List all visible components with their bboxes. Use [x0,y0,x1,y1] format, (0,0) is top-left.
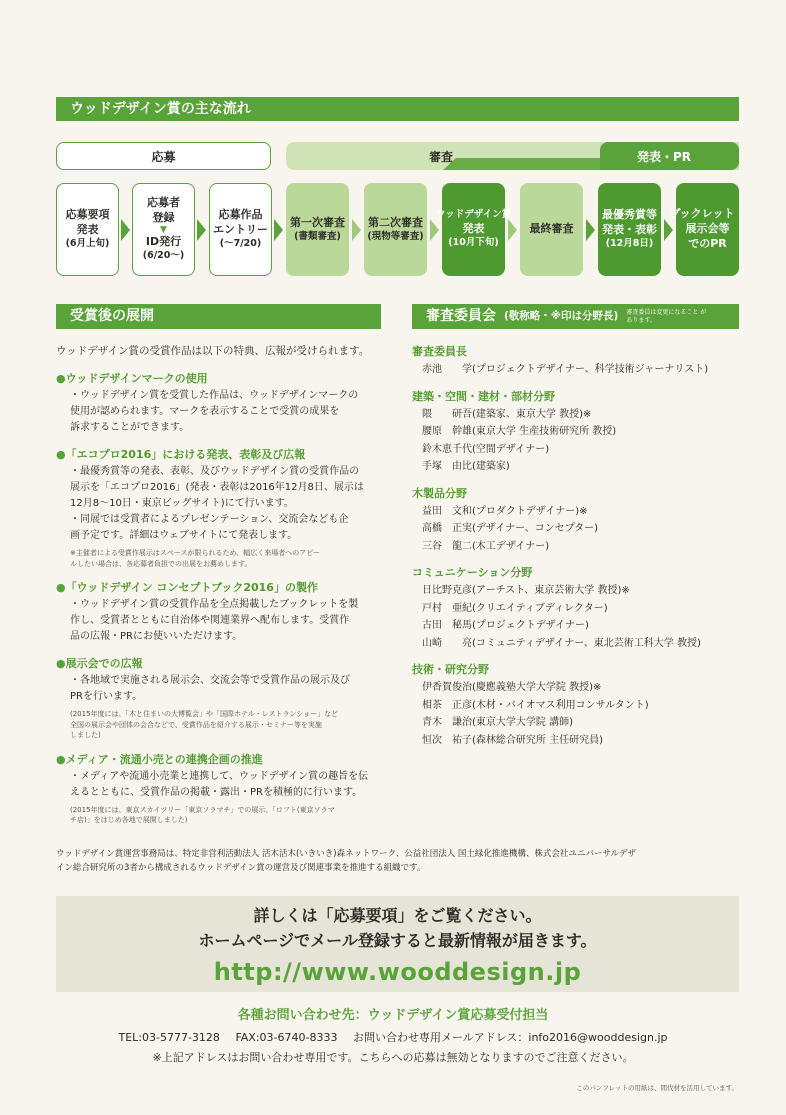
step-date: (〜7/20) [219,237,262,249]
committee-member: 青木 謙治(東京大学大学院 講師) [422,717,573,728]
flow-step-award-announce [435,183,512,276]
phase-apply-label: 応募 [56,142,271,170]
intro-text: ウッドデザイン賞の受賞作品は以下の特典、広報が受けられます。 [56,345,370,357]
benefit-item [56,751,386,826]
benefit-item [56,446,386,569]
committee-member: 腰原 幹雄(東京大学 生産技術研究所 教授) [422,426,617,437]
step-line: ウッドデザイン賞 [435,209,512,221]
benefit-title: ●「エコプロ2016」における発表、表彰及び広報 [56,448,306,461]
benefit-body: ・メディアや流通小売業と連携して、ウッドデザイン賞の趣旨を伝 えるとともに、受賞作品の掲載・露出・PRを積極的に行います。 [70,770,369,798]
flow-step-final-review [520,183,583,276]
step-line: 応募者 [147,196,180,210]
flow-arrow [586,219,595,241]
benefit-body: ・最優秀賞等の発表、表彰、及びウッドデザイン賞の受賞作品の 展示を「エコプロ2016」(発表・表彰は2016年12月8日、展示は 12月8〜10日・東京ビッグサイト)にて行います。 ・同展では受賞者によるプレゼンテーション、交流会なども企 画予定です。詳細はウェブサイトにて発表します。 [70,466,364,541]
contact-heading: 各種お問い合わせ先：ウッドデザイン賞応募受付担当 [237,1008,549,1023]
benefit-item [56,655,386,741]
category-title: コミュニケーション分野 [412,566,533,579]
step-date: (現物等審査) [367,230,424,242]
benefit-title: ●「ウッドデザイン コンセプトブック2016」の製作 [56,581,318,594]
flow-step-guidelines [56,183,119,276]
benefit-body: ・各地域で実施される展示会、交流会等で受賞作品の展示及び PRを行います。 [70,675,350,702]
flow-arrow [352,219,361,241]
flow-step-first-review [286,183,349,276]
step-line: 発表 [76,223,99,237]
step-line: 発表 [462,222,485,236]
contact-fax: FAX:03-6740-8333 [235,1031,338,1044]
cta-line: ホームページでメール登録すると最新情報が届きます。 [198,930,597,950]
flow-arrow [508,219,517,241]
committee-member: 三谷 龍二(木工デザイナー) [422,540,550,552]
committee-title: 審査委員会 [426,308,496,324]
committee-member: 日比野克彦(アーチスト、東京芸術大学 教授)※ [422,585,630,596]
flow-step-top-award [598,183,661,276]
committee-member: 高橋 正実(デザイナー、コンセプター) [422,523,599,534]
committee-category [412,388,742,476]
committee-member: 鈴木恵千代(空間デザイナー) [422,443,550,455]
step-date: (6月上旬) [65,237,110,249]
committee-category [412,485,742,556]
after-award-content [56,343,386,836]
step-line: ブックレット・ [669,207,746,221]
step-line: 発表・表彰 [602,223,657,237]
step-date: (12月8日) [605,237,654,249]
phase-review-label: 審査 [286,142,596,170]
step-line: でのPR [688,236,727,250]
committee-category [412,661,742,749]
step-line: 最終審査 [529,222,574,236]
flow-step-second-review [364,183,427,276]
committee-member: 隈 研吾(建築家、東京大学 教授)※ [422,408,592,420]
committee-member: 益田 文和(プロダクトデザイナー)※ [422,505,588,517]
benefit-title: ●展示会での広報 [56,657,143,670]
step-line: エントリー [213,223,268,237]
step-date: (書類審査) [294,230,341,242]
flow-step-booklet-pr [669,183,746,276]
bullet-dot-icon: ● [56,752,66,766]
committee-member: 相茶 正彦(木材・バイオマス利用コンサルタント) [422,699,649,711]
contact-tel: TEL:03-5777-3128 [118,1031,220,1044]
bullet-dot-icon: ● [56,581,66,594]
step-date: (10月下旬) [448,236,499,248]
phase-review-tab [443,158,603,170]
benefit-item [56,579,386,645]
committee-member: 戸村 亜紀(クリエイティブディレクター) [422,602,608,614]
committee-member: 恒次 祐子(森林総合研究所 主任研究員) [422,734,603,746]
bullet-dot-icon: ● [56,657,66,670]
flow-section-header: ウッドデザイン賞の主な流れ [56,97,739,121]
benefit-body: ・ウッドデザイン賞を受賞した作品は、ウッドデザインマークの 使用が認められます。マークを表示することで受賞の成果を 訴求することができます。 [70,390,359,433]
flow-arrow [121,219,130,241]
step-line: 最優秀賞等 [602,208,657,222]
step-line: 第一次審査 [290,215,345,229]
triangle-down-icon: ▼ [160,225,167,236]
category-title: 審査委員長 [412,345,467,358]
category-title: 技術・研究分野 [412,663,489,676]
after-award-header: 受賞後の展開 [56,304,381,329]
step-date: (6/20〜) [142,249,185,261]
committee-member: 伊香賀俊治(慶應義塾大学大学院 教授)※ [422,682,602,693]
phase-pr-label: 発表・PR [600,142,739,170]
step-line: 登録 [152,211,175,225]
benefit-title: ●メディア・流通小売との連携企画の推進 [56,752,263,766]
category-title: 建築・空間・建材・部材分野 [412,389,555,403]
benefit-body: ・ウッドデザイン賞の受賞作品を全点掲載したブックレットを製 作し、受賞者とともに自治体や関連業界へ配布します。受賞作 品の広報・PRにお使いいただけます。 [70,599,359,642]
step-line: 第二次審査 [368,215,423,229]
flow-step-entry [209,183,272,276]
category-title: 木製品分野 [412,486,467,500]
step-line: ID発行 [145,235,182,249]
benefit-title: ●ウッドデザインマークの使用 [56,372,208,385]
secretariat-text: ウッドデザイン賞運営事務局は、特定非営利活動法人 活木活木(いきいき)森ネットワーク、公益社団法人 国土緑化推進機構、株式会社ユニバーサルデザ イン総合研究所の3者から構成されるウッドデザイン賞の運営及び関連事業を推進する組織です。 [56,849,637,873]
website-link[interactable]: http://www.wooddesign.jp [213,957,582,986]
committee-content [412,343,742,758]
committee-member: 手塚 由比(建築家) [422,461,510,472]
paper-note: このパンフレットの用紙は、間伐材を活用しています。 [576,1084,738,1092]
contact-details [0,1029,786,1045]
flow-arrow [197,219,206,241]
bullet-dot-icon: ● [56,448,66,461]
committee-category [412,564,742,652]
benefit-note: (2015年度には、「木と住まいの大博覧会」や「国際ホテル・レストランショー」など 全国の展示会や団体の会合などで、受賞作品を紹介する展示・セミナー等を実施 しました) [70,710,339,739]
flow-arrow [430,219,439,241]
committee-member: 山崎 亮(コミュニティデザイナー、東北芸術工科大学 教授) [422,637,701,649]
committee-header [412,304,739,329]
flow-step-registration [132,183,195,276]
contact-note: ※上記アドレスはお問い合わせ専用です。こちらへの応募は無効となりますのでご注意ください。 [152,1051,634,1064]
committee-member: 赤池 学(プロジェクトデザイナー、科学技術ジャーナリスト) [422,364,709,375]
contact-email[interactable]: お問い合わせ専用メールアドレス：info2016@wooddesign.jp [352,1031,668,1044]
benefit-item [56,370,386,436]
step-line: 応募要項 [65,208,110,222]
benefit-note: ※主催者による受賞作展示はスペースが限られるため、幅広く来場者へのアピー ルしたい場合は、各応募者負担での出展をお薦めします。 [70,549,320,568]
benefit-note: (2015年度には、東京スカイツリー「東京ソラマチ」での展示、「ロフト(東京ソラマ チ店)」をはじめ各地で展開しました) [70,805,335,824]
committee-member: 古田 秘馬(プロジェクトデザイナー) [422,620,589,631]
flow-arrow [274,219,283,241]
committee-note: 審査委員は変更になること があります。 [626,309,707,324]
flow-arrow [664,219,673,241]
step-line: 展示会等 [685,222,730,236]
committee-subtitle: (敬称略・※印は分野長) [504,310,619,322]
cta-line: 詳しくは「応募要項」をご覧ください。 [253,906,542,925]
step-line: 応募作品 [218,208,263,222]
committee-category [412,343,742,379]
bullet-dot-icon: ● [56,372,66,385]
cta-box [56,896,739,992]
